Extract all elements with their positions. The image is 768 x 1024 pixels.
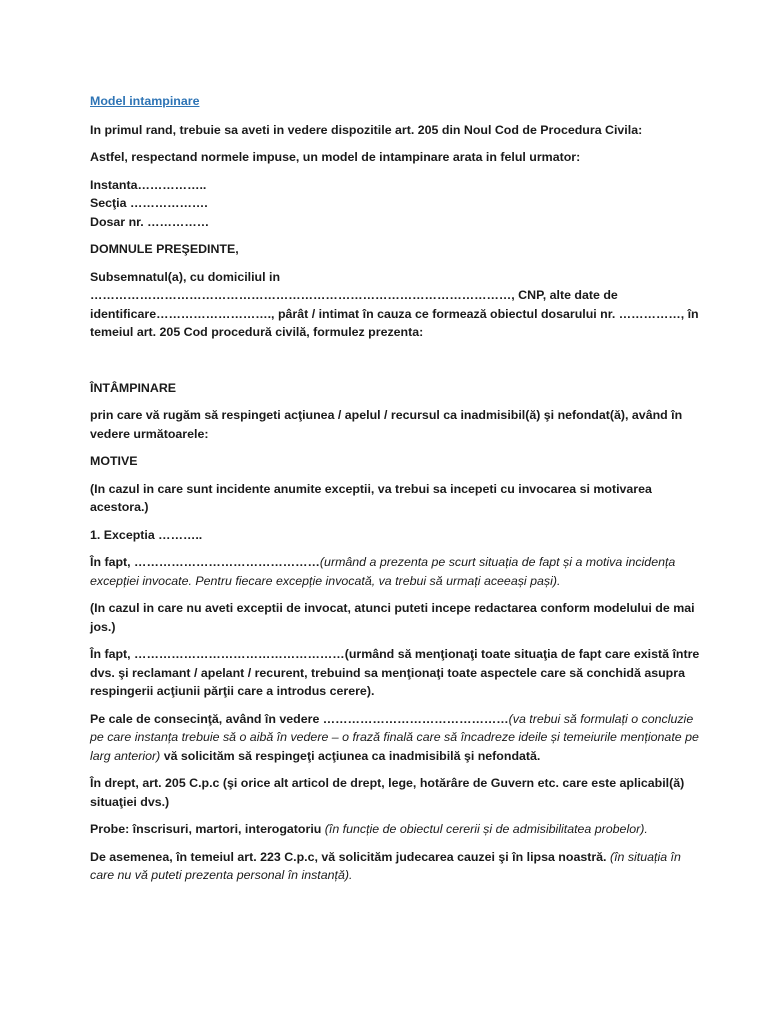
intampinare-heading: ÎNTÂMPINARE <box>90 380 177 395</box>
nu-exceptii-note: (In cazul in care nu aveti exceptii de invocat, atunci puteti incepe redactarea conform modelului de mai jos.) <box>90 601 695 634</box>
instanta-line: Instanta…………….. <box>90 177 207 192</box>
exceptii-note: (In cazul in care sunt incidente anumite exceptii, va trebui sa incepeti cu invocarea si motivarea acestora.) <box>90 481 652 514</box>
asemenea-italic-note: (în situația în care nu vă puteti prezenta personal în instanță). <box>90 849 681 882</box>
probe-italic-note: (în funcție de obiectul cererii și de admisibilitatea probelor). <box>324 822 648 836</box>
in-fapt-main: În fapt, ……………………………………… <box>90 555 320 569</box>
probe-main: Probe: înscrisuri, martori, interogatoriu <box>90 822 325 836</box>
intro-paragraph: In primul rand, trebuie sa aveti in vedere dispozitile art. 205 din Noul Cod de Procedura Civila: <box>90 122 643 137</box>
asemenea-main: De asemenea, în temeiul art. 223 C.p.c, vă solicităm judecarea cauzei şi în lipsa noastră. <box>90 849 610 864</box>
dosar-line: Dosar nr. …………… <box>90 214 210 229</box>
document-title-link[interactable]: Model intampinare <box>90 94 200 108</box>
astfel-paragraph: Astfel, respectand normele impuse, un model de intampinare arata in felul urmator: <box>90 150 581 164</box>
consecinta-italic-note: (va trebui să formulați o concluzie pe care instanța trebuie să o aibă în vedere – o frază finală care să încadreze ideile și temeiurile menționate pe larg anterior) <box>90 711 699 763</box>
spacer <box>90 351 708 379</box>
consecinta-paragraph <box>90 710 708 766</box>
consecinta-main: Pe cale de consecinţă, având în vedere ……………………………………… <box>90 711 509 726</box>
in-fapt-paragraph: În fapt, ……………………………………………(urmând să menţionaţi toate situaţia de fapt care există între dvs. şi reclamant / apelant / recurent, trebuind sa menţionaţi toate aspectele care să conchidă asupra respingerii acţiunii părţii care a introdus cerere). <box>90 647 700 698</box>
de-asemenea-paragraph <box>90 848 708 885</box>
sectia-line: Secţia ………………. <box>90 196 208 210</box>
probe-paragraph <box>90 820 708 839</box>
header-fields <box>90 176 708 232</box>
in-drept-paragraph: În drept, art. 205 C.p.c (şi orice alt articol de drept, lege, hotărâre de Guvern etc. care este aplicabil(ă) situaţiei dvs.) <box>90 776 685 809</box>
prin-care-paragraph: prin care vă rugăm să respingeti acţiunea / apelul / recursul ca inadmisibil(ă) şi nefondat(ă), având în vedere următoarele: <box>90 408 683 441</box>
subsemnatul-paragraph: Subsemnatul(a), cu domiciliul in …………………………………………………………………………………………, CNP, alte date de identificare………………………., pârât / intimat în cauza ce formează obiectul dosarului nr. ……………, în temeiul art. 205 Cod procedură civilă, formulez prezenta: <box>90 269 699 339</box>
in-fapt-exceptie-paragraph <box>90 553 708 590</box>
domnule-presedinte: DOMNULE PREŞEDINTE, <box>90 242 239 256</box>
motive-heading: MOTIVE <box>90 454 138 468</box>
consecinta-end: vă solicităm să respingeţi acţiunea ca inadmisibilă şi nefondată. <box>160 748 541 763</box>
exceptia-line: 1. Exceptia ……….. <box>90 527 203 542</box>
in-fapt-italic-note: (urmând a prezenta pe scurt situația de fapt și a motiva incidența excepției invocate. Pentru fiecare excepție invocată, va trebui să urmați aceeași pași). <box>90 555 676 588</box>
